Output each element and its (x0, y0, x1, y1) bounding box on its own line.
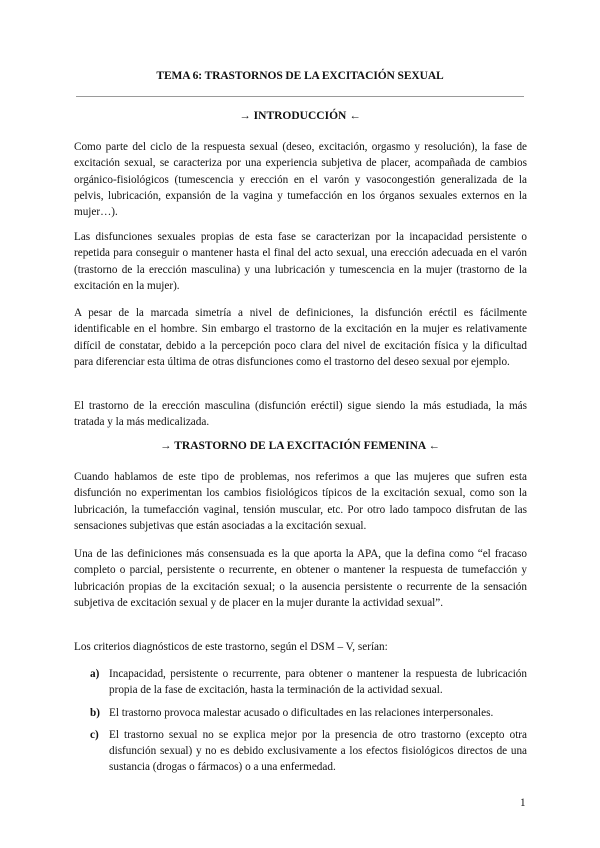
paragraph-1: Como parte del ciclo de la respuesta sexual (deseo, excitación, orgasmo y resolución), la fase de excitación sexual, se caracteriza por una experiencia subjetiva de placer, acompañada de cambios orgánico-fisiológicos (tumescencia y erección en el varón y vasocongestión generalizada de la pelvis, lubricación, expansión de la vagina y tumefacción en los órganos sexuales externos en la mujer…). (74, 141, 527, 219)
paragraph-7: Los criterios diagnósticos de este trastorno, según el DSM – V, serían: (74, 641, 388, 653)
page-number: 1 (520, 797, 526, 809)
paragraph-3: A pesar de la marcada simetría a nivel de definiciones, la disfunción eréctil es fácilmente identificable en el hombre. Sin embargo el trastorno de la excitación en la mujer es relativamente difícil de constatar, debido a la percepción poco clara del nivel de excitación física y la dificultad para diferenciar esta última de otras disfunciones como el trastorno del deseo sexual por ejemplo. (74, 307, 527, 368)
paragraph-4: El trastorno de la erección masculina (disfunción eréctil) sigue siendo la más estudiada, la más tratada y la más medicalizada. (74, 400, 527, 429)
paragraph-2: Las disfunciones sexuales propias de esta fase se caracterizan por la incapacidad persistente o repetida para conseguir o mantener hasta el final del acto sexual, una erección adecuada en el varón (trastorno de la erección masculina) y una lubricación y tumescencia en la mujer (trastorno de la excitación en la mujer). (74, 231, 527, 292)
list-marker: b) (90, 706, 100, 719)
section-heading-trastorno-femenina: → TRASTORNO DE LA EXCITACIÓN FEMENINA ← (160, 440, 440, 452)
criteria-list (90, 666, 527, 782)
list-marker: c) (90, 728, 99, 741)
list-item (90, 705, 527, 721)
list-item-text: El trastorno sexual no se explica mejor por la presencia de otro trastorno (excepto otra disfunción sexual) y no es debido exclusivamente a los efectos fisiológicos directos de una sustancia (drogas o fármacos) o a una enfermedad. (109, 728, 527, 774)
paragraph-5: Cuando hablamos de este tipo de problemas, nos referimos a que las mujeres que sufren esta disfunción no experimentan los cambios fisiológicos típicos de la excitación sexual, como son la lubricación, la tumefacción vaginal, tensión muscular, etc. Por otro lado tampoco disfrutan de las sensaciones subjetivas que están asociadas a la excitación sexual. (74, 471, 527, 532)
list-item-text: El trastorno provoca malestar acusado o dificultades en las relaciones interpersonales. (109, 706, 494, 719)
title-divider (76, 96, 524, 97)
paragraph-6: Una de las definiciones más consensuada es la que aporta la APA, que la defina como “el fracaso completo o parcial, persistente o recurrente, en obtener o mantener la respuesta de tumefacción y lubricación propias de la excitación sexual; o la ausencia persistente o recurrente de la sensación subjetiva de excitación sexual y de placer en la mujer durante la actividad sexual”. (74, 548, 527, 609)
section-heading-introduccion: → INTRODUCCIÓN ← (239, 110, 361, 122)
page-title: TEMA 6: TRASTORNOS DE LA EXCITACIÓN SEXUAL (156, 70, 444, 82)
list-item (90, 666, 527, 699)
list-item-text: Incapacidad, persistente o recurrente, para obtener o mantener la respuesta de lubricación propia de la fase de excitación, hasta la terminación de la actividad sexual. (109, 668, 527, 697)
list-item (90, 727, 527, 776)
list-marker: a) (90, 668, 100, 680)
